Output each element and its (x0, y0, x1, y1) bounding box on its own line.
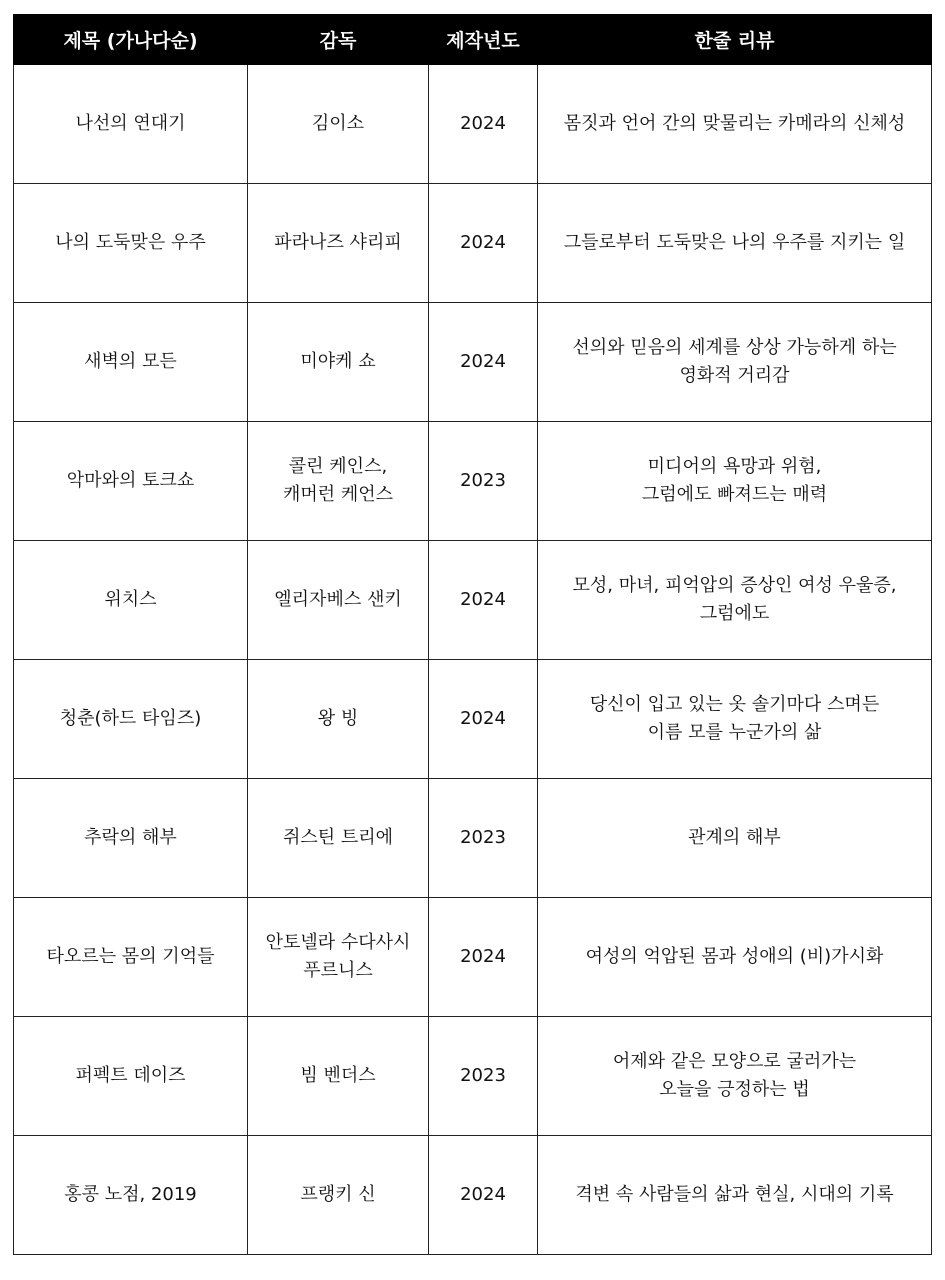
cell-year: 2024 (429, 1136, 538, 1255)
table-row (14, 422, 932, 541)
cell-director: 콜린 케인스, 캐머런 케언스 (248, 422, 429, 541)
table-row (14, 898, 932, 1017)
cell-title: 위치스 (14, 541, 248, 660)
cell-title: 추락의 해부 (14, 779, 248, 898)
cell-year: 2023 (429, 1017, 538, 1136)
header-review: 한줄 리뷰 (538, 15, 932, 65)
header-title: 제목 (가나다순) (14, 15, 248, 65)
cell-director: 쥐스틴 트리에 (248, 779, 429, 898)
header-director: 감독 (248, 15, 429, 65)
cell-review: 미디어의 욕망과 위험, 그럼에도 빠져드는 매력 (538, 422, 932, 541)
cell-year: 2024 (429, 303, 538, 422)
cell-title: 악마와의 토크쇼 (14, 422, 248, 541)
cell-title: 나의 도둑맞은 우주 (14, 184, 248, 303)
cell-review: 어제와 같은 모양으로 굴러가는 오늘을 긍정하는 법 (538, 1017, 932, 1136)
cell-review: 격변 속 사람들의 삶과 현실, 시대의 기록 (538, 1136, 932, 1255)
header-row (14, 15, 932, 65)
cell-review: 당신이 입고 있는 옷 솔기마다 스며든 이름 모를 누군가의 삶 (538, 660, 932, 779)
table-row (14, 184, 932, 303)
cell-review: 관계의 해부 (538, 779, 932, 898)
table-row (14, 303, 932, 422)
cell-director: 미야케 쇼 (248, 303, 429, 422)
cell-director: 프랭키 신 (248, 1136, 429, 1255)
table-row (14, 65, 932, 184)
cell-title: 홍콩 노점, 2019 (14, 1136, 248, 1255)
cell-review: 여성의 억압된 몸과 성애의 (비)가시화 (538, 898, 932, 1017)
cell-title: 청춘(하드 타임즈) (14, 660, 248, 779)
table-body (14, 65, 932, 1255)
cell-director: 파라나즈 샤리피 (248, 184, 429, 303)
cell-director: 안토넬라 수다사시 푸르니스 (248, 898, 429, 1017)
cell-year: 2023 (429, 779, 538, 898)
table-row (14, 1136, 932, 1255)
table-row (14, 1017, 932, 1136)
cell-review: 몸짓과 언어 간의 맞물리는 카메라의 신체성 (538, 65, 932, 184)
header-year: 제작년도 (429, 15, 538, 65)
cell-title: 새벽의 모든 (14, 303, 248, 422)
cell-review: 선의와 믿음의 세계를 상상 가능하게 하는 영화적 거리감 (538, 303, 932, 422)
cell-year: 2024 (429, 541, 538, 660)
cell-title: 퍼펙트 데이즈 (14, 1017, 248, 1136)
cell-year: 2024 (429, 65, 538, 184)
cell-director: 김이소 (248, 65, 429, 184)
table-header (14, 15, 932, 65)
cell-title: 나선의 연대기 (14, 65, 248, 184)
cell-director: 빔 벤더스 (248, 1017, 429, 1136)
table-row (14, 779, 932, 898)
cell-year: 2024 (429, 660, 538, 779)
cell-director: 왕 빙 (248, 660, 429, 779)
table-row (14, 660, 932, 779)
cell-year: 2023 (429, 422, 538, 541)
film-review-table (13, 14, 932, 1255)
cell-year: 2024 (429, 898, 538, 1017)
cell-review: 모성, 마녀, 피억압의 증상인 여성 우울증, 그럼에도 (538, 541, 932, 660)
table-row (14, 541, 932, 660)
cell-director: 엘리자베스 샌키 (248, 541, 429, 660)
cell-year: 2024 (429, 184, 538, 303)
cell-review: 그들로부터 도둑맞은 나의 우주를 지키는 일 (538, 184, 932, 303)
cell-title: 타오르는 몸의 기억들 (14, 898, 248, 1017)
